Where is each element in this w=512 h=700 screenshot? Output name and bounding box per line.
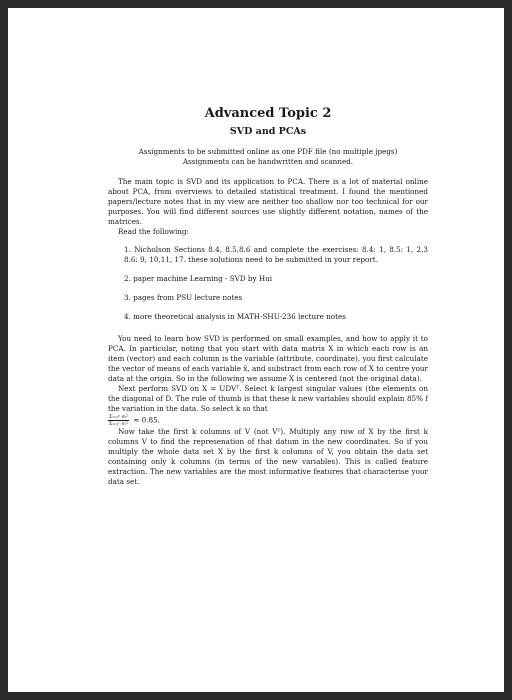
submission-notice <box>108 147 428 167</box>
ratio-value: ≈ 0.85. <box>133 415 160 425</box>
reading-list <box>108 245 428 322</box>
variance-ratio <box>108 414 428 427</box>
svd-paragraph-1: You need to learn how SVD is performed on small examples, and how to apply it to PCA. In particular, noting that you start with data matrix X in which each row is an item (vector) and each column is the variable (attribute, coordinate), you first calculate the vector of means of each variable x̄, and substract from each row of X to centre your data at the origin. So in the following we assume X is centered (not the original data). <box>108 334 428 383</box>
intro-paragraph: The main topic is SVD and its application to PCA. There is a lot of material online about PCA, from overviews to detailed statistical treatment. I found the mentioned papers/lecture notes that in my view are neither too shallow nor too technical for our purposes. You will find different sources use slightly different notation, names of the matrices. <box>108 177 428 226</box>
ratio-numerator: Σᵢ₌₁ᵏ σᵢ² <box>109 414 129 420</box>
svd-paragraph-3: Now take the first k columns of V (not Vᵀ). Multiply any row of X by the first k columns V to find the represenation of that datum in the new coordinates. So if you multiply the whole data set X by the first k columns of V, you obtain the data set containing only k columns (in terms of the new variables). This is called feature extraction. The new variables are the most informative features that characterise your data set. <box>108 427 428 486</box>
list-item: 2. paper machine Learning - SVD by Hui <box>124 274 273 283</box>
notice-line-2: Assignments can be handwritten and scanned. <box>182 157 354 166</box>
ratio-fraction <box>108 414 129 427</box>
document-page <box>8 8 504 692</box>
document-content <box>108 106 428 487</box>
svd-paragraph-2: Next perform SVD on X = UDVᵀ. Select k largest singular values (the elements on the diagonal of D. The rule of thumb is that these k new variables should explain 85% f the variation in the data. So select k so that <box>108 384 428 413</box>
ratio-denominator: Σᵢ₌₁ʳ σᵢ² <box>109 421 128 427</box>
page-subtitle: SVD and PCAs <box>229 126 307 137</box>
list-item: 4. more theoretical analysis in MATH-SHU-236 lecture notes <box>124 312 346 321</box>
page-title: Advanced Topic 2 <box>204 106 332 121</box>
notice-line-1: Assignments to be submitted online as one PDF file (no multiple jpegs) <box>138 147 398 156</box>
list-item: 3. pages from PSU lecture notes <box>124 293 243 302</box>
list-item: 1. Nicholson Sections 8.4, 8.5,8.6 and complete the exercises: 8.4: 1, 8.5: 1, 2,3 8.6: 9, 10,11, 17. these solutions need to be submitted in your report. <box>124 245 428 264</box>
read-following: Read the following: <box>118 227 189 236</box>
